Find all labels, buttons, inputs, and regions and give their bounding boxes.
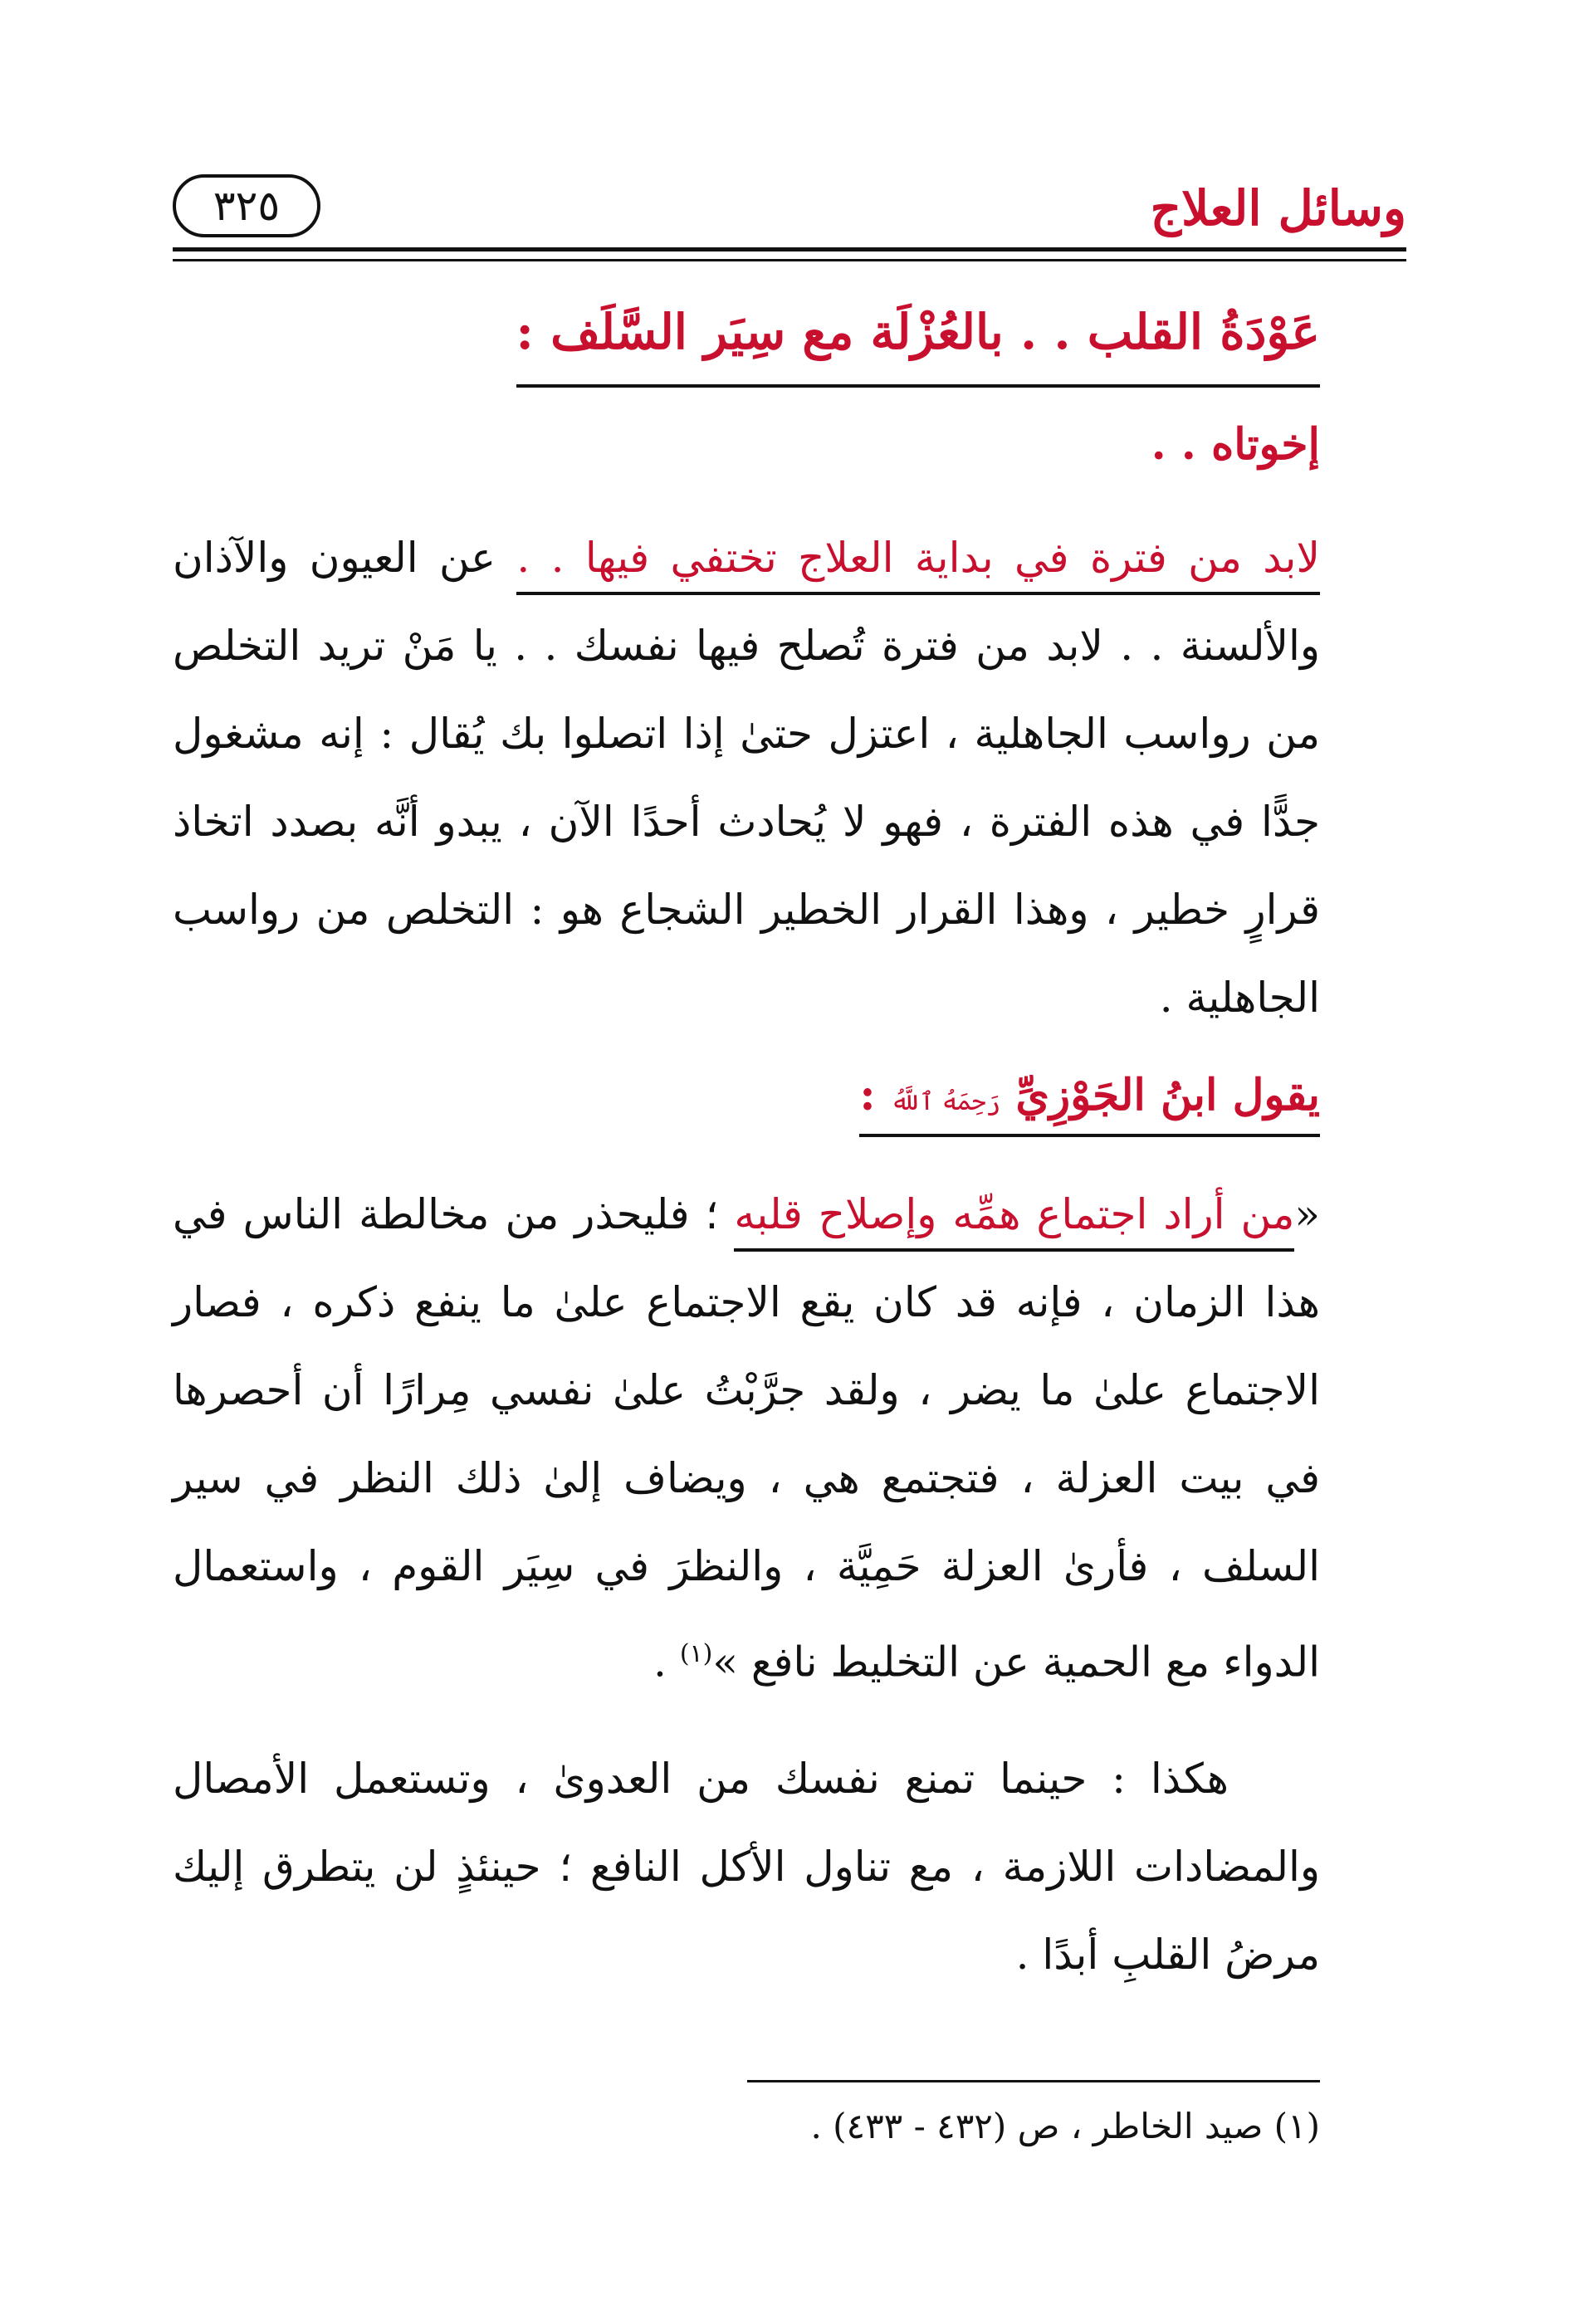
quote-author: يقول ابنُ الجَوْزِيِّ (1015, 1070, 1320, 1121)
quote-heading-colon: : (859, 1070, 891, 1121)
main-content (173, 299, 1320, 1999)
closing-paragraph: هكذا : حينما تمنع نفسك من العدوىٰ ، وتستعمل الأمصال والمضادات اللازمة ، مع تناول الأكل النافع ؛ حينئذٍ لن يتطرق إليك مرضُ القلبِ أبدًا . (173, 1754, 1320, 1979)
quote-highlighted-phrase: من أراد اجتماع همِّه وإصلاح قلبه (734, 1190, 1294, 1252)
running-title: وسائل العلاج (1150, 180, 1406, 237)
quote-heading (859, 1070, 1320, 1137)
header-rule-thin (173, 259, 1406, 261)
running-head (173, 166, 1406, 257)
section-title: عَوْدَةُ القلب . . بالعُزْلَة مع سِيَر السَّلَف : (516, 299, 1320, 388)
footnote: (١) صيد الخاطر ، ص (٤٣٢ - ٤٣٣) . (810, 2106, 1320, 2146)
page-number: ٣٢٥ (173, 174, 320, 237)
honorific-glyph: رَحِمَهُ ٱللَّهُ (890, 1087, 1001, 1117)
footnote-reference: (١) (679, 1639, 713, 1669)
paragraph-intro-text: عن العيون والآذان والألسنة . . لابد من فترة تُصلح فيها نفسك . . يا مَنْ تريد التخلص من رواسب الجاهلية ، اعتزل حتىٰ إذا اتصلوا بك يُقال : إنه مشغول جدًّا في هذه الفترة ، فهو لا يُحادث أحدًا الآن ، يبدو أنَّه بصدد اتخاذ قرارٍ خطير ، وهذا القرار الخطير الشجاع هو : التخلص من رواسب الجاهلية . (173, 534, 1320, 1023)
header-rule (173, 247, 1406, 251)
quote-end: . (653, 1638, 680, 1687)
footnote-rule (747, 2080, 1320, 2082)
paragraph-intro (173, 514, 1320, 1042)
highlighted-phrase: لابد من فترة في بداية العلاج تختفي فيها . . (516, 534, 1320, 595)
quote-paragraph (173, 1170, 1320, 1706)
quote-open-mark: « (1294, 1190, 1320, 1239)
quote-text: ؛ فليحذر من مخالطة الناس في هذا الزمان ، فإنه قد كان يقع الاجتماع علىٰ ما ينفع ذكره ، فصار الاجتماع علىٰ ما يضر ، ولقد جرَّبْتُ علىٰ نفسي مِرارًا أن أحصرها في بيت العزلة ، فتجتمع هي ، ويضاف إلىٰ ذلك النظر في سير السلف ، فأرىٰ العزلة حَمِيَّة ، والنظرَ في سِيَر القوم ، واستعمال الدواء مع الحمية عن التخليط نافع » (173, 1190, 1320, 1687)
greeting-heading: إخوتاه . . (1151, 419, 1320, 471)
